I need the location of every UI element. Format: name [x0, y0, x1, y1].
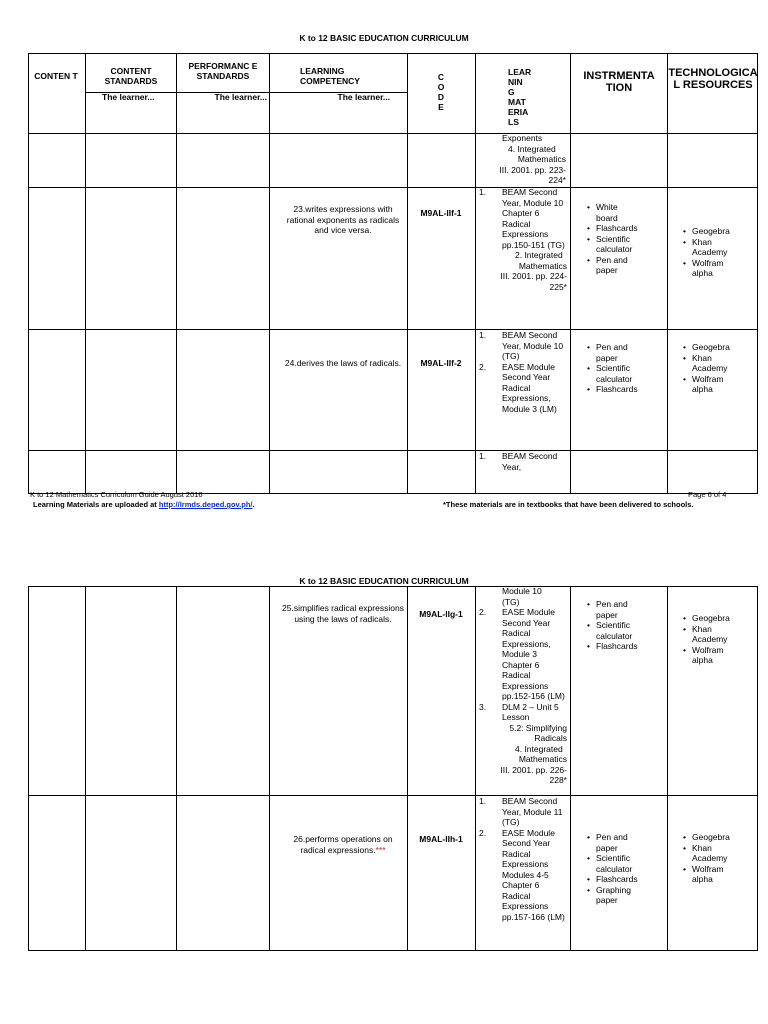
- competency-code: M9AL-IIf-2: [420, 358, 462, 368]
- tech-item: Khan Academy: [692, 623, 728, 644]
- header-content-standards-sub: The learner...: [102, 92, 155, 102]
- competency-code: M9AL-IIg-1: [419, 609, 463, 619]
- column-divider: [667, 586, 668, 951]
- row-divider: [28, 133, 758, 134]
- header-instrumentation: INSTRMENTA TION: [583, 70, 655, 94]
- column-divider: [667, 53, 668, 494]
- learning-competency-text: [280, 834, 406, 855]
- tech-item: Wolfram alpha: [692, 257, 724, 278]
- instrument-item: Pen and paper: [596, 832, 628, 853]
- material-line: III. 2001. pp. 223-: [499, 164, 566, 175]
- competency-text: 26.performs operations on radical expressions.: [293, 834, 393, 855]
- column-divider: [407, 586, 408, 951]
- learning-materials-cell: 1. BEAM Second Year, Module 10 (TG) 2. EASE Module Second Year Radical Expressions, Module 3 (LM): [479, 330, 567, 414]
- competency-code: M9AL-IIf-1: [420, 208, 462, 218]
- learning-competency-text: 25.simplifies radical expressions using the laws of radicals.: [282, 603, 404, 624]
- upload-prefix: Learning Materials are uploaded at: [33, 500, 159, 509]
- material-item: EASE Module Second Year Radical Expressions, Module 3 Chapter 6 Radical Expressions pp.152-156 (LM): [502, 607, 565, 701]
- material-item: BEAM Second Year, Module 11 (TG): [502, 796, 563, 827]
- learning-competency-text: 23.writes expressions with rational exponents as radicals and vice versa.: [286, 204, 400, 235]
- learning-competency-text: 24.derives the laws of radicals.: [284, 358, 402, 368]
- column-divider: [85, 586, 86, 951]
- tech-item: Khan Academy: [692, 352, 728, 373]
- column-divider: [85, 53, 86, 494]
- competency-mark: ***: [375, 844, 386, 855]
- learning-materials-cell: Module 10 (TG) 2. EASE Module Second Year Radical Expressions, Module 3 Chapter 6 Radical Expressions pp.152-156 (LM) 3. DLM 2 – Unit 5 Lesson 5.2: Simplifying Radicals 4. Integrated Mathematics III. 2001. pp. 226- 228*: [479, 586, 567, 785]
- table-border: [28, 950, 758, 951]
- table-border: [28, 53, 29, 494]
- instrument-item: Flashcards: [596, 874, 638, 884]
- competency-code: M9AL-IIh-1: [419, 834, 463, 844]
- tech-resources-list: • Geogebra • Khan Academy • Wolfram alpha: [683, 832, 755, 885]
- material-item: EASE Module Second Year Radical Expressions, Module 3 (LM): [502, 361, 557, 414]
- instrument-item: White board: [596, 202, 618, 223]
- page-title: K to 12 BASIC EDUCATION CURRICULUM: [299, 33, 469, 43]
- column-divider: [269, 586, 270, 951]
- material-line: III. 2001. pp. 224-: [500, 271, 567, 281]
- material-line: 225*: [549, 281, 567, 292]
- instrument-item: Scientific calculator: [596, 620, 633, 641]
- header-content-standards: CONTENT STANDARDS: [104, 66, 158, 86]
- material-line: Module 10 (TG): [502, 586, 542, 607]
- header-learning-competency: LEARNING COMPETENCY: [300, 66, 360, 86]
- column-divider: [475, 586, 476, 951]
- column-divider: [407, 53, 408, 494]
- tech-resources-list: • Geogebra • Khan Academy • Wolfram alpha: [683, 613, 755, 666]
- instrument-item: Pen and paper: [596, 342, 628, 363]
- instrument-item: Flashcards: [596, 641, 638, 651]
- column-divider: [269, 53, 270, 494]
- column-divider: [475, 53, 476, 494]
- instrument-item: Pen and paper: [596, 599, 628, 620]
- table-border: [757, 53, 758, 494]
- instrumentation-list: • Pen and paper • Scientific calculator • Flashcards • Graphing paper: [587, 832, 663, 906]
- table-border: [28, 53, 758, 54]
- header-learning-materials: LEAR NIN G MAT ERIA LS: [508, 67, 532, 127]
- material-line: 4. Integrated: [515, 743, 563, 754]
- instrument-item: Flashcards: [596, 223, 638, 233]
- tech-item: Geogebra: [692, 342, 730, 352]
- material-line: Radicals: [534, 733, 567, 743]
- column-divider: [176, 53, 177, 494]
- instrument-item: Flashcards: [596, 384, 638, 394]
- footer-page-number: Page 6 of 4: [688, 490, 727, 499]
- material-item: EASE Module Second Year Radical Expressions Modules 4-5 Chapter 6 Radical Expressions pp.157-166 (LM): [502, 827, 565, 922]
- instrument-item: Pen and paper: [596, 254, 628, 275]
- table-border: [28, 586, 758, 587]
- row-divider: [28, 187, 758, 188]
- material-item: BEAM Second Year, Module 10 (TG): [502, 330, 564, 361]
- material-item: DLM 2 – Unit 5 Lesson: [502, 701, 559, 722]
- tech-item: Khan Academy: [692, 236, 728, 257]
- header-performance-standards-sub: The learner...: [214, 92, 267, 102]
- material-line: Mathematics: [518, 754, 567, 764]
- tech-item: Geogebra: [692, 832, 730, 842]
- column-divider: [570, 53, 571, 494]
- instrumentation-list: • Pen and paper • Scientific calculator • Flashcards: [587, 342, 663, 395]
- material-item: BEAM Second Year, Module 10 Chapter 6 Radical Expressions pp.150-151 (TG): [502, 187, 565, 250]
- header-code: C O D E: [437, 72, 445, 112]
- footer-guide: K to 12 Mathematics Curriculum Guide August 2016: [30, 490, 203, 499]
- tech-item: Khan Academy: [692, 842, 728, 863]
- footer-upload-note: [33, 500, 255, 509]
- column-divider: [176, 586, 177, 951]
- column-divider: [570, 586, 571, 951]
- tech-item: Wolfram alpha: [692, 863, 724, 884]
- material-line: 2. Integrated: [515, 250, 563, 260]
- header-learning-competency-sub: The learner...: [337, 92, 390, 102]
- instrument-item: Scientific calculator: [596, 853, 633, 874]
- learning-materials-cell: 1. BEAM Second Year, Module 10 Chapter 6 Radical Expressions pp.150-151 (TG) 2. Integrated Mathematics III. 2001. pp. 224- 225*: [479, 187, 567, 292]
- row-divider: [28, 795, 758, 796]
- header-content: CONTEN T: [34, 71, 78, 81]
- lrmds-link[interactable]: http://lrmds.deped.gov.ph/: [158, 500, 253, 509]
- material-line: 228*: [549, 775, 567, 785]
- instrument-item: Graphing paper: [596, 884, 631, 905]
- row-divider: [28, 329, 758, 330]
- instrumentation-list: • White board • Flashcards • Scientific calculator • Pen and paper: [587, 202, 663, 276]
- material-line: 5.2: Simplifying: [509, 722, 567, 733]
- material-line: Mathematics: [518, 260, 567, 271]
- table-border: [757, 586, 758, 951]
- material-line: III. 2001. pp. 226-: [500, 764, 567, 775]
- table-border: [28, 586, 29, 951]
- header-technological-resources: TECHNOLOGICA L RESOURCES: [668, 67, 758, 91]
- tech-item: Wolfram alpha: [692, 373, 724, 394]
- learning-materials-cell: [478, 133, 566, 186]
- material-item: BEAM Second Year,: [502, 451, 558, 472]
- instrument-item: Scientific calculator: [596, 363, 633, 384]
- instrumentation-list: • Pen and paper • Scientific calculator • Flashcards: [587, 599, 663, 652]
- upload-suffix: .: [252, 500, 255, 509]
- header-performance-standards: PERFORMANC E STANDARDS: [188, 61, 258, 81]
- page-title: K to 12 BASIC EDUCATION CURRICULUM: [299, 576, 469, 586]
- tech-item: Geogebra: [692, 226, 730, 236]
- row-divider: [28, 450, 758, 451]
- material-line: Mathematics: [517, 154, 566, 164]
- tech-resources-list: • Geogebra • Khan Academy • Wolfram alpha: [683, 342, 755, 395]
- learning-materials-cell: 1. BEAM Second Year, Module 11 (TG) 2. EASE Module Second Year Radical Expressions Modules 4-5 Chapter 6 Radical Expressions pp.157-166 (LM): [479, 796, 567, 922]
- learning-materials-cell: 1. BEAM Second Year,: [479, 451, 567, 472]
- tech-item: Geogebra: [692, 613, 730, 623]
- tech-item: Wolfram alpha: [692, 644, 724, 665]
- instrument-item: Scientific calculator: [596, 233, 633, 254]
- material-line: 4. Integrated: [508, 143, 556, 154]
- tech-resources-list: • Geogebra • Khan Academy • Wolfram alpha: [683, 226, 755, 279]
- material-line: 224*: [548, 175, 566, 185]
- material-line: Exponents: [502, 133, 543, 143]
- footer-delivered-note: *These materials are in textbooks that have been delivered to schools.: [443, 500, 694, 509]
